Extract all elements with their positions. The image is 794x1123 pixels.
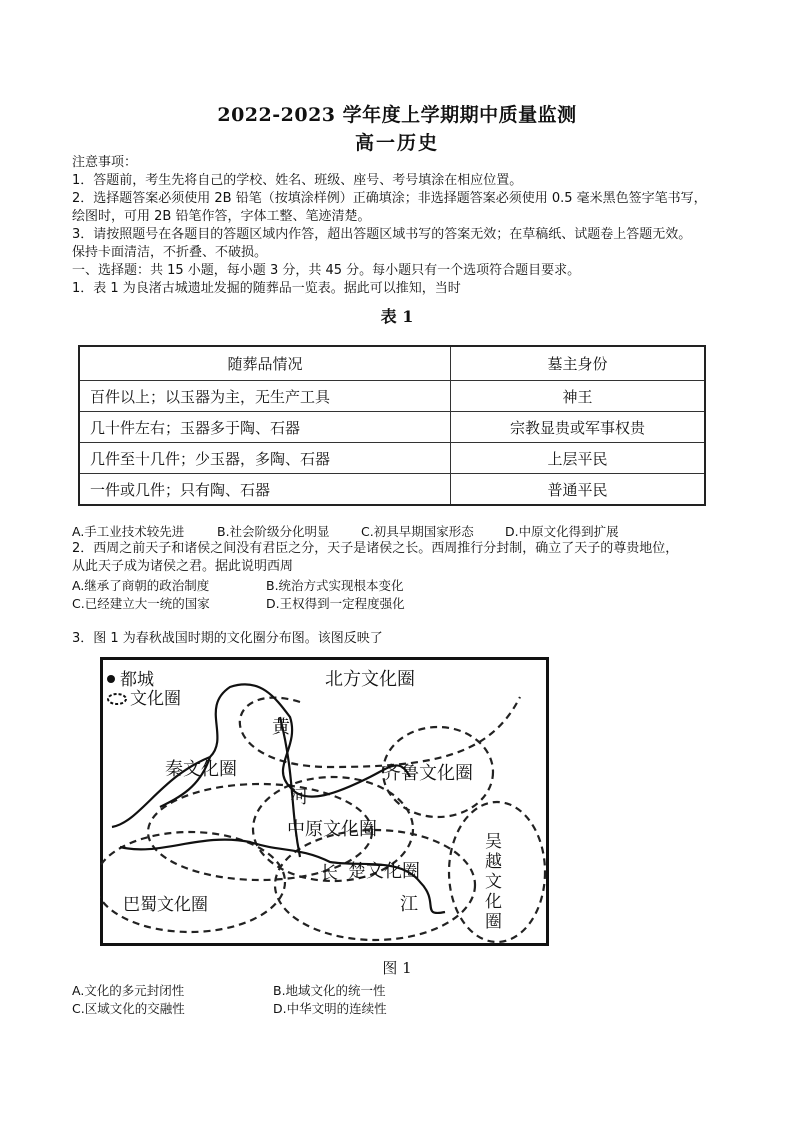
- label-jiang: 江: [400, 894, 418, 915]
- question-2-stem: 从此天子成为诸侯之君。据此说明西周: [72, 559, 294, 574]
- table-cell: 百件以上；以玉器为主，无生产工具: [79, 381, 451, 412]
- label-bashu: 巴蜀文化圈: [123, 895, 208, 915]
- table-cell: 神王: [451, 381, 706, 412]
- section-heading: 一、选择题：共 15 小题，每小题 3 分，共 45 分。每小题只有一个选项符合题目要求。: [72, 263, 581, 278]
- capital-legend-dot: [107, 675, 115, 683]
- label-wuyue-3: 文: [485, 872, 502, 892]
- table-cell: 几件至十几件；少玉器，多陶、石器: [79, 443, 451, 474]
- notice-heading: 注意事项：: [72, 155, 138, 170]
- label-wuyue-2: 越: [485, 852, 502, 872]
- notice-item: 保持卡面清洁，不折叠、不破损。: [72, 245, 268, 260]
- legend-culture-circle: 文化圈: [130, 689, 181, 709]
- label-chang: 长: [320, 863, 338, 884]
- table-row: [79, 443, 705, 474]
- label-qin: 秦文化圈: [165, 759, 237, 780]
- label-he: 河: [290, 787, 308, 808]
- burial-goods-table: [78, 345, 706, 506]
- figure-caption: 图 1: [382, 959, 412, 977]
- notice-item: 3．请按照题号在各题目的答题区域内作答，超出答题区域书写的答案无效；在草稿纸、试题卷上答题无效。: [72, 227, 692, 242]
- question-3-stem: 3．图 1 为春秋战国时期的文化圈分布图。该图反映了: [72, 631, 383, 646]
- table-row: [79, 381, 705, 412]
- notice-item: 1．答题前，考生先将自己的学校、姓名、班级、座号、考号填涂在相应位置。: [72, 173, 523, 188]
- question-2-stem: 2．西周之前天子和诸侯之间没有君臣之分，天子是诸侯之长。西周推行分封制，确立了天子的尊贵地位，: [72, 541, 679, 556]
- label-qilu: 齐鲁文化圈: [383, 763, 473, 784]
- legend-capital: 都城: [120, 670, 154, 690]
- culture-circle-map: [100, 657, 550, 947]
- exam-subject: 高一历史: [354, 132, 439, 154]
- table-cell: 宗教显贵或军事权贵: [451, 412, 706, 443]
- table-header: 随葬品情况: [79, 346, 451, 381]
- q3-option-d[interactable]: D.中华文明的连续性: [273, 1001, 387, 1016]
- q2-option-b[interactable]: B.统治方式实现根本变化: [266, 578, 404, 593]
- question-1-stem: 1．表 1 为良渚古城遗址发掘的随葬品一览表。据此可以推知，当时: [72, 281, 461, 296]
- q2-option-a[interactable]: A.继承了商朝的政治制度: [72, 578, 210, 593]
- label-wuyue-1: 吴: [485, 832, 502, 852]
- table-cell: 上层平民: [451, 443, 706, 474]
- table-row: [79, 474, 705, 506]
- notice-item: 绘图时，可用 2B 铅笔作答，字体工整、笔迹清楚。: [72, 209, 371, 224]
- label-huang: 黄: [272, 717, 290, 738]
- q3-option-c[interactable]: C.区域文化的交融性: [72, 1001, 185, 1016]
- table-caption: 表 1: [380, 307, 414, 326]
- q2-option-d[interactable]: D.王权得到一定程度强化: [266, 596, 405, 611]
- q1-option-b[interactable]: B.社会阶级分化明显: [217, 524, 330, 539]
- q3-option-a[interactable]: A.文化的多元封闭性: [72, 983, 185, 998]
- q2-option-c[interactable]: C.已经建立大一统的国家: [72, 596, 210, 611]
- table-header-row: [79, 346, 705, 381]
- q1-option-d[interactable]: D.中原文化得到扩展: [505, 524, 619, 539]
- exam-title: 2022-2023 学年度上学期期中质量监测: [217, 104, 577, 126]
- q1-option-c[interactable]: C.初具早期国家形态: [361, 524, 474, 539]
- q1-option-a[interactable]: A.手工业技术较先进: [72, 524, 185, 539]
- label-wuyue-5: 圈: [485, 912, 502, 932]
- label-central: 中原文化圈: [287, 819, 377, 840]
- table-cell: 普通平民: [451, 474, 706, 506]
- label-north: 北方文化圈: [325, 669, 415, 690]
- notice-item: 2．选择题答案必须使用 2B 铅笔（按填涂样例）正确填涂；非选择题答案必须使用 0.5 毫米黑色签字笔书写，: [72, 191, 707, 206]
- table-cell: 一件或几件；只有陶、石器: [79, 474, 451, 506]
- table-header: 墓主身份: [451, 346, 706, 381]
- table-row: [79, 412, 705, 443]
- label-chu: 楚文化圈: [348, 861, 420, 882]
- table-cell: 几十件左右；玉器多于陶、石器: [79, 412, 451, 443]
- label-wuyue-4: 化: [485, 892, 502, 912]
- q3-option-b[interactable]: B.地域文化的统一性: [273, 983, 386, 998]
